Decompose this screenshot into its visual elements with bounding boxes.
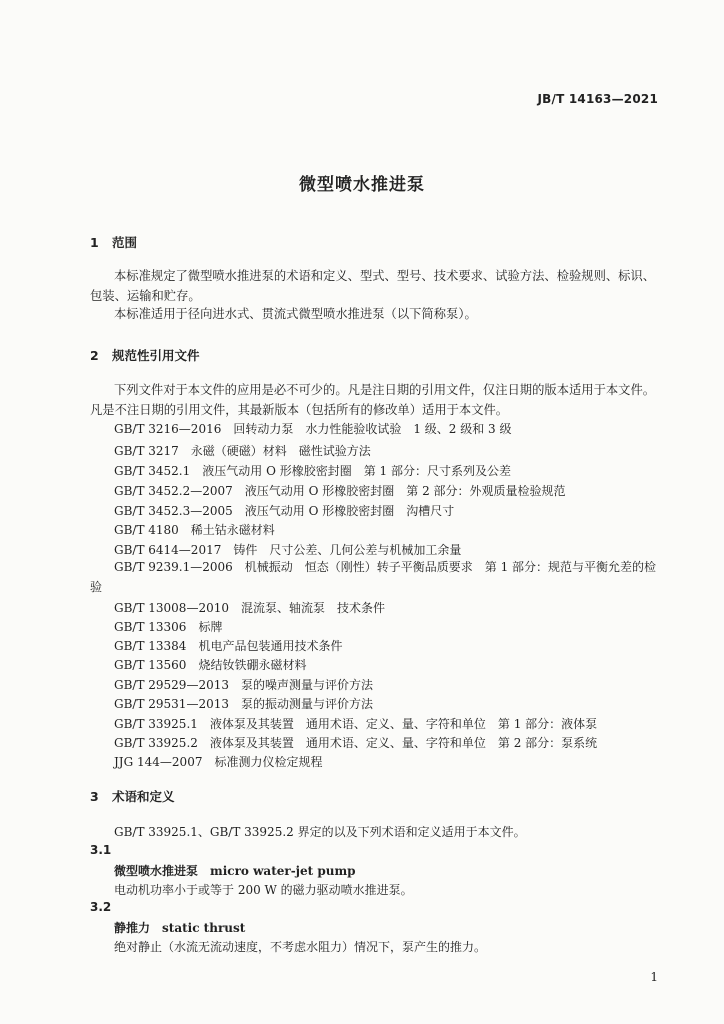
- page-number: 1: [650, 970, 658, 984]
- term-number: 3.2: [90, 900, 112, 914]
- scope-paragraph: 本标准规定了微型喷水推进泵的术语和定义、型式、型号、技术要求、试验方法、检验规则、标识、包装、运输和贮存。: [90, 269, 656, 303]
- reference-item: GB/T 29529—2013 泵的噪声测量与评价方法: [114, 678, 373, 692]
- standard-code: JB/T 14163—2021: [537, 92, 658, 106]
- section-2-heading: [90, 346, 200, 364]
- reference-item: GB/T 9239.1—2006 机械振动 恒态（刚性）转子平衡品质要求 第 1 部分：规范与平衡允差的检验: [90, 560, 657, 594]
- references-intro: 下列文件对于本文件的应用是必不可少的。凡是注日期的引用文件，仅注日期的版本适用于本文件。凡是不注日期的引用文件，其最新版本（包括所有的修改单）适用于本文件。: [90, 383, 656, 417]
- scope-paragraph: 本标准适用于径向进水式、贯流式微型喷水推进泵（以下简称泵）。: [114, 307, 477, 321]
- reference-item: GB/T 13384 机电产品包装通用技术条件: [114, 639, 343, 653]
- reference-item: GB/T 13008—2010 混流泵、轴流泵 技术条件: [114, 601, 385, 615]
- reference-item: GB/T 3452.1 液压气动用 O 形橡胶密封圈 第 1 部分：尺寸系列及公差: [114, 464, 511, 478]
- term-entry: [114, 919, 245, 936]
- reference-item: GB/T 29531—2013 泵的振动测量与评价方法: [114, 697, 373, 711]
- term-number: 3.1: [90, 843, 112, 857]
- reference-item: GB/T 33925.2 液体泵及其装置 通用术语、定义、量、字符和单位 第 2 部分：泵系统: [114, 736, 598, 750]
- reference-item: GB/T 33925.1 液体泵及其装置 通用术语、定义、量、字符和单位 第 1 部分：液体泵: [114, 717, 598, 731]
- term-zh: 静推力: [114, 921, 151, 935]
- reference-item: GB/T 13306 标牌: [114, 620, 223, 634]
- section-number: 2: [90, 348, 99, 363]
- section-number: 3: [90, 789, 99, 804]
- reference-item: JJG 144—2007 标准测力仪检定规程: [114, 755, 323, 769]
- reference-item: GB/T 6414—2017 铸件 尺寸公差、几何公差与机械加工余量: [114, 543, 462, 557]
- terms-intro: GB/T 33925.1、GB/T 33925.2 界定的以及下列术语和定义适用于本文件。: [114, 825, 526, 839]
- document-title: 微型喷水推进泵: [299, 175, 425, 195]
- reference-item: GB/T 4180 稀土钴永磁材料: [114, 523, 275, 537]
- term-definition: 电动机功率小于或等于 200 W 的磁力驱动喷水推进泵。: [114, 883, 413, 897]
- term-entry: [114, 862, 356, 879]
- section-title: 范围: [112, 235, 138, 250]
- section-3-heading: [90, 787, 175, 805]
- reference-item: GB/T 3216—2016 回转动力泵 水力性能验收试验 1 级、2 级和 3 级: [114, 422, 512, 436]
- section-title: 术语和定义: [112, 789, 175, 804]
- section-title: 规范性引用文件: [112, 348, 200, 363]
- term-definition: 绝对静止（水流无流动速度，不考虑水阻力）情况下，泵产生的推力。: [114, 940, 487, 954]
- reference-item: GB/T 3452.2—2007 液压气动用 O 形橡胶密封圈 第 2 部分：外观质量检验规范: [114, 484, 566, 498]
- reference-item: GB/T 13560 烧结钕铁硼永磁材料: [114, 658, 307, 672]
- term-zh: 微型喷水推进泵: [114, 864, 199, 878]
- reference-item: GB/T 3452.3—2005 液压气动用 O 形橡胶密封圈 沟槽尺寸: [114, 504, 455, 518]
- term-en: micro water-jet pump: [210, 864, 356, 878]
- section-number: 1: [90, 235, 99, 250]
- reference-item: GB/T 3217 永磁（硬磁）材料 磁性试验方法: [114, 444, 371, 458]
- term-en: static thrust: [162, 921, 246, 935]
- section-1-heading: [90, 233, 137, 251]
